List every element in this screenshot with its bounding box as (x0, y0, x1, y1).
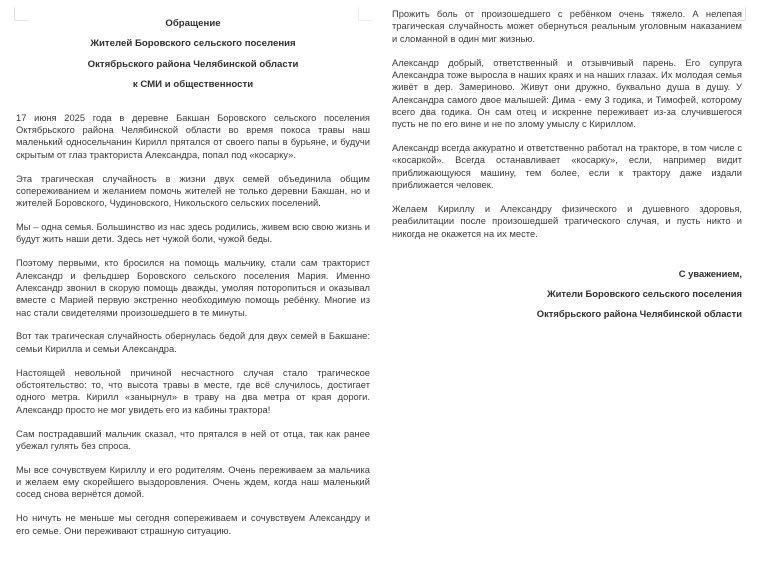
body-paragraph: Желаем Кириллу и Александру физического и душевного здоровья, реабилитации после произошедшей трагического случая, и пусть никто и никогда не окажется на их месте. (392, 203, 742, 239)
document-title-line-3: Октябрьского района Челябинской области (87, 58, 299, 70)
body-paragraph: Эта трагическая случайность в жизни двух семей объединила общим сопереживанием и желанием помочь жителей не только деревни Бакшан, но и жителей Боровского, Чудиновского, Никольского сельских поселений. (16, 173, 370, 209)
body-paragraph: Вот так трагическая случайность обернулась бедой для двух семей в Бакшане: семьи Кирилла и семьи Александра. (16, 331, 370, 354)
body-paragraph: Поэтому первыми, кто бросился на помощь мальчику, стали сам тракторист Александр и фельдшер Боровского сельского поселения Мария. Именно Александр звонил в скорую помощь дважды, умоляя поторопиться и оказывал вместе с Марией первую экстренно необходимую помощь ребёнку. Многие из нас стали свидетелями произошедшего в те минуты. (16, 258, 370, 318)
body-paragraph: Но ничуть не меньше мы сегодня сопереживаем и сочувствуем Александру и его семье. Они переживают страшную ситуацию. (16, 513, 370, 536)
signature-line-region: Октябрьского района Челябинской области (536, 308, 742, 319)
document-title-line-1: Обращение (165, 18, 221, 29)
body-paragraph: Мы – одна семья. Большинство из нас здесь родились, живем всю свою жизнь и будут жить наши дети. Здесь нет чужой боли, чужой беды. (16, 222, 370, 245)
document-title-block (16, 14, 370, 96)
body-paragraph: Александр всегда аккуратно и ответственно работал на тракторе, в том числе с «косаркой». Всегда останавливает «косарку», если, например видит приближающуюся машину, тем более, если к трактору даже издали приближается человек. (392, 143, 742, 191)
body-paragraph: Мы все сочувствуем Кириллу и его родителям. Очень переживаем за мальчика и желаем ему скорейшего выздоровления. Очень ждем, когда наш маленький сосед снова вернётся домой. (16, 464, 370, 500)
body-paragraph: Настоящей невольной причиной несчастного случая стало трагическое обстоятельство: то, что высота травы в месте, где всё случилось, достигает одного метра. Кирилл «занырнул» в траву на два метра от края дороги. Александр просто не мог увидеть его из кабины трактора! (16, 367, 370, 415)
signature-block (392, 264, 742, 324)
document-title-line-4: к СМИ и общественности (132, 79, 254, 91)
body-paragraph: 17 июня 2025 года в деревне Бакшан Боровского сельского поселения Октябрьского района Челябинской области во время покоса травы наш маленький односельчанин Кирилл прятался от своего папы в бурьяне, и будучи скрытым от глаз тракториста Александра, попал под «косарку». (16, 112, 370, 160)
body-paragraph: Сам пострадавший мальчик сказал, что прятался в ней от отца, так как ранее убежал гулять без спроса. (16, 428, 370, 451)
signature-line-authors: Жители Боровского сельского поселения (547, 288, 742, 299)
right-column (386, 0, 760, 564)
body-paragraph: Александр добрый, ответственный и отзывчивый парень. Его супруга Александра тоже выросла в наших краях и на наших глазах. Их молодая семья живёт в дер. Замериново. Живут они дружно, буквально душа в душу. У Александра самого двое малышей: Дима - ему 3 годика, и Тимофей, которому всего два годика. Он сам отец и искренне переживает из-за случившегося пусть не по его вине и не по злому умыслу с Кириллом. (392, 57, 742, 130)
signature-line-regards: С уважением, (678, 268, 742, 279)
document-title-line-2: Жителей Боровского сельского поселения (90, 38, 296, 50)
body-paragraph: Прожить боль от произошедшего с ребёнком очень тяжело. А нелепая трагическая случайность может обернуться реальным уголовным наказанием и сломанной в один миг жизнью. (392, 9, 742, 44)
